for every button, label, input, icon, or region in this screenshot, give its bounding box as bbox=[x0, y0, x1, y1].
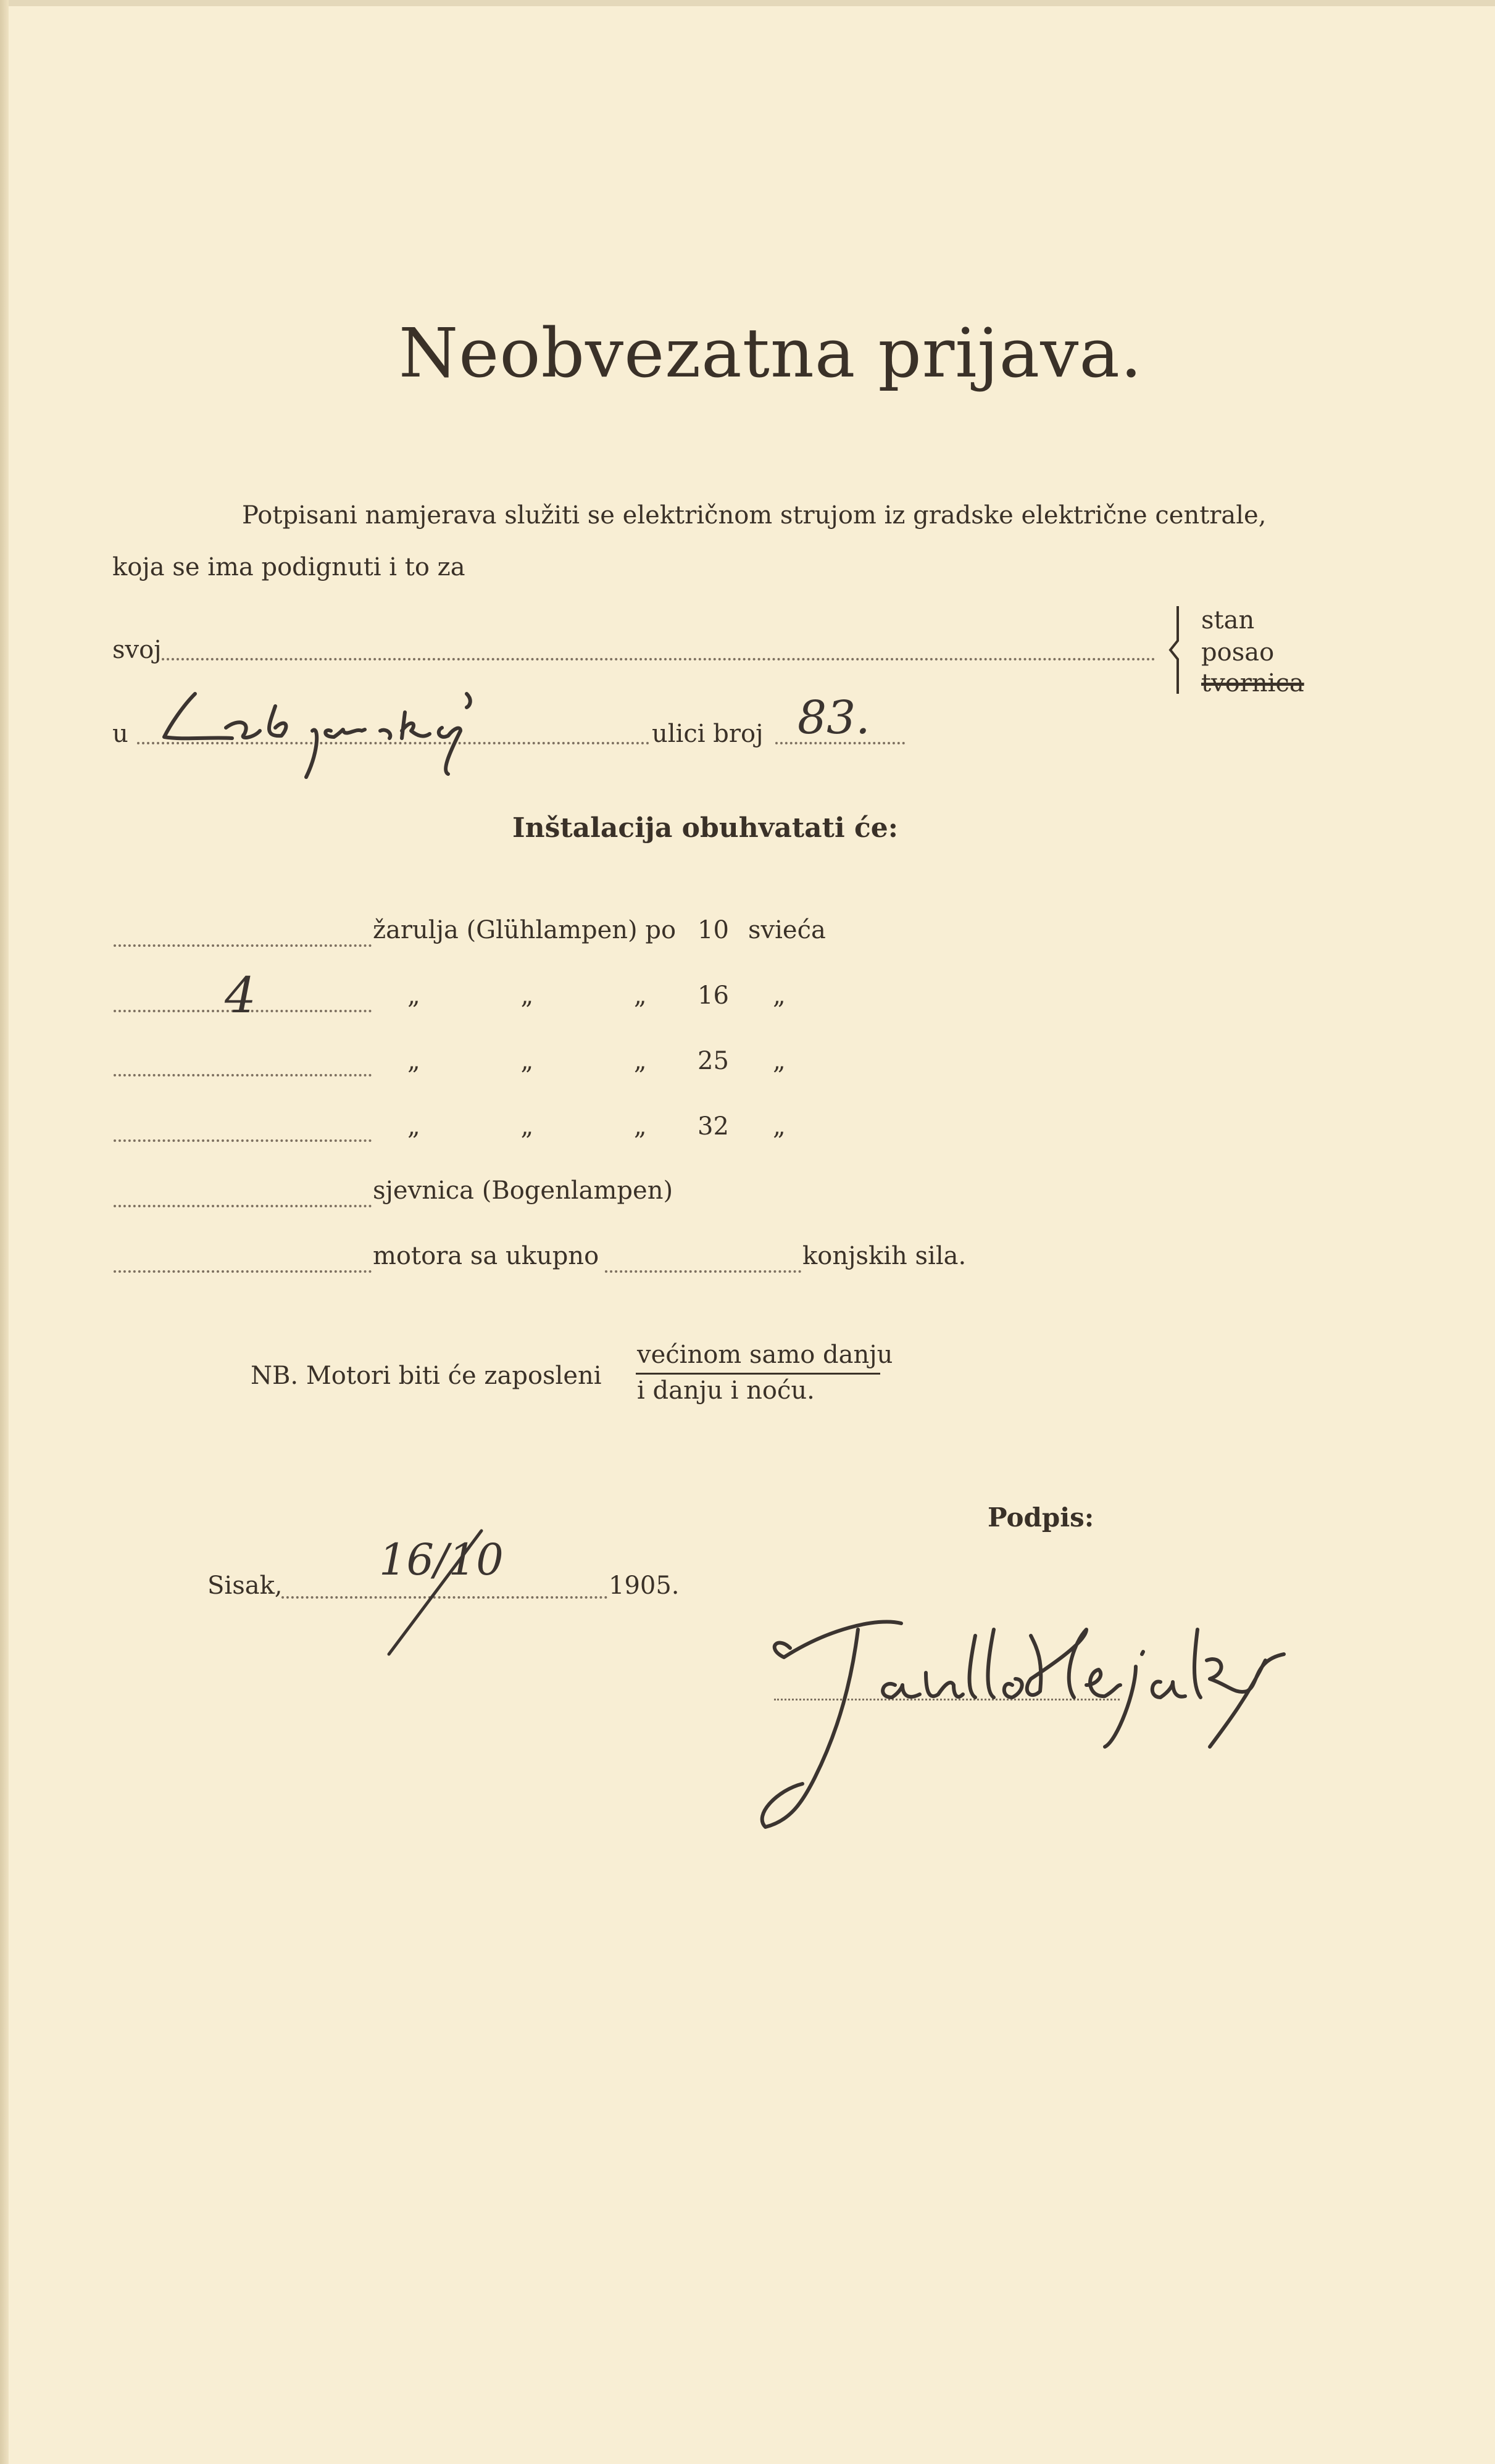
date-slash-stroke bbox=[370, 1518, 506, 1667]
signature-label: Podpis: bbox=[988, 1502, 1094, 1533]
row-2-unit: „ bbox=[773, 981, 786, 1010]
installation-heading: Inštalacija obuhvatati će: bbox=[512, 812, 899, 844]
house-number-handwriting: 83. bbox=[797, 691, 870, 744]
option-tvornica: tvornica bbox=[1201, 669, 1304, 697]
row-3-unit: „ bbox=[773, 1047, 786, 1075]
u-label: u bbox=[112, 720, 128, 748]
svoj-dotted-line bbox=[162, 658, 1156, 660]
motors-label: motora sa ukupno bbox=[373, 1242, 599, 1270]
horsepower-qty-line bbox=[605, 1270, 801, 1273]
row-4-item: „ „ „ bbox=[407, 1112, 647, 1141]
horsepower-label: konjskih sila. bbox=[802, 1242, 967, 1270]
svoj-label: svoj bbox=[112, 636, 162, 664]
options-brace bbox=[1165, 604, 1190, 696]
row-1-power: 10 bbox=[698, 916, 729, 944]
row-4-power: 32 bbox=[698, 1112, 729, 1141]
row-1-item: žarulja (Glühlampen) po bbox=[373, 916, 677, 944]
row-2-item: „ „ „ bbox=[407, 981, 647, 1010]
paper-left-edge bbox=[0, 0, 9, 2464]
row-3-item: „ „ „ bbox=[407, 1047, 647, 1075]
signature-handwriting bbox=[741, 1592, 1333, 1852]
nb-fraction-line bbox=[636, 1373, 880, 1375]
nb-label: NB. Motori biti će zaposleni bbox=[251, 1362, 602, 1390]
intro-line-1: Potpisani namjerava služiti se električnom strujom iz gradske električne centrale, bbox=[242, 501, 1267, 530]
row-2-power: 16 bbox=[698, 981, 729, 1010]
year-label: 1905. bbox=[609, 1571, 680, 1600]
row-3-power: 25 bbox=[698, 1047, 729, 1075]
row-4-unit: „ bbox=[773, 1112, 786, 1141]
row-1-qty-line bbox=[114, 944, 372, 947]
row-4-qty-line bbox=[114, 1139, 372, 1142]
arc-lamps-label: sjevnica (Bogenlampen) bbox=[373, 1176, 673, 1205]
intro-line-2: koja se ima podignuti i to za bbox=[112, 553, 465, 581]
option-posao: posao bbox=[1201, 638, 1275, 667]
option-stan: stan bbox=[1201, 606, 1255, 635]
ulici-broj-label: ulici broj bbox=[652, 720, 764, 748]
paper-top-edge bbox=[0, 0, 1495, 6]
row-1-unit: svieća bbox=[748, 916, 826, 944]
motors-qty-line bbox=[114, 1270, 372, 1273]
row-3-qty-line bbox=[114, 1074, 372, 1076]
arc-lamps-qty-line bbox=[114, 1205, 372, 1207]
nb-option-daytime: većinom samo danju bbox=[637, 1341, 893, 1369]
date-handwriting: 16/10 bbox=[379, 1534, 504, 1585]
nb-option-day-night: i danju i noću. bbox=[637, 1376, 815, 1405]
street-handwriting bbox=[158, 669, 504, 780]
row-2-qty-handwriting: 4 bbox=[225, 967, 256, 1024]
place-label: Sisak, bbox=[207, 1571, 283, 1600]
form-title: Neobvezatna prijava. bbox=[399, 314, 1143, 393]
